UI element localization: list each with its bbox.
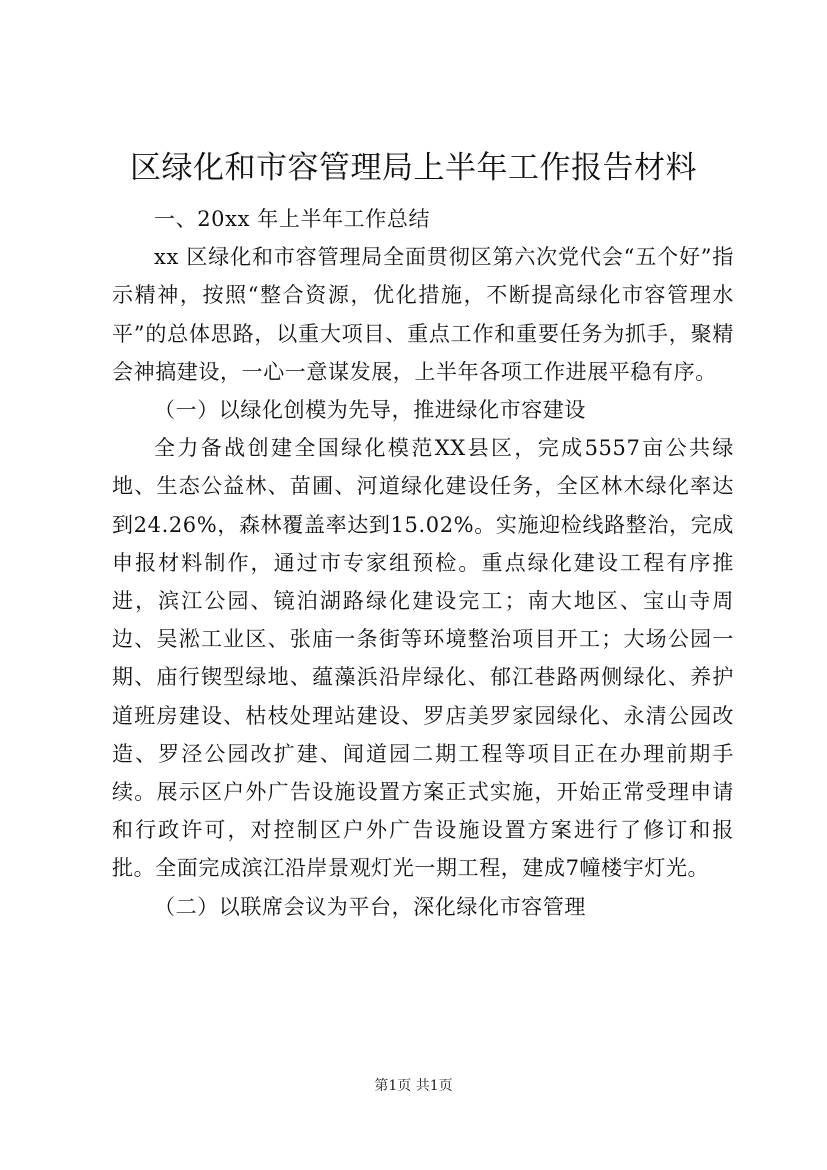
section-heading-1: 一、20xx 年上半年工作总结 xyxy=(154,207,431,231)
document-body xyxy=(112,200,734,926)
document-title: 区绿化和市容管理局上半年工作报告材料 xyxy=(130,150,697,186)
subsection-heading-2: （二）以联席会议为平台，深化绿化市容管理 xyxy=(154,894,586,919)
subsection-heading-1: （一）以绿化创模为先导，推进绿化市容建设 xyxy=(154,398,586,423)
paragraph-summary: xx 区绿化和市容管理局全面贯彻区第六次党代会“五个好”指示精神，按照“整合资源，优化措施，不断提高绿化市容管理水平”的总体思路，以重大项目、重点工作和重要任务为抓手，聚精会神搞建设，一心一意谋发展，上半年各项工作进展平稳有序。 xyxy=(112,245,734,384)
paragraph-greening: 全力备战创建全国绿化模范XX县区，完成5557亩公共绿地、生态公益林、苗圃、河道绿化建设任务，全区林木绿化率达到24.26%，森林覆盖率达到15.02%。实施迎检线路整治，完成申报材料制作，通过市专家组预检。重点绿化建设工程有序推进，滨江公园、镜泊湖路绿化建设完工；南大地区、宝山寺周边、吴淞工业区、张庙一条街等环境整治项目开工；大场公园一期、庙行锲型绿地、蕴藻浜沿岸绿化、郁江巷路两侧绿化、养护道班房建设、枯枝处理站建设、罗店美罗家园绿化、永清公园改造、罗泾公园改扩建、闻道园二期工程等项目正在办理前期手续。展示区户外广告设施设置方案正式实施，开始正常受理申请和行政许可，对控制区户外广告设施设置方案进行了修订和报批。全面完成滨江沿岸景观灯光一期工程，建成7幢楼宇灯光。 xyxy=(112,436,734,881)
page-footer: 第1页 共1页 xyxy=(374,1078,453,1094)
